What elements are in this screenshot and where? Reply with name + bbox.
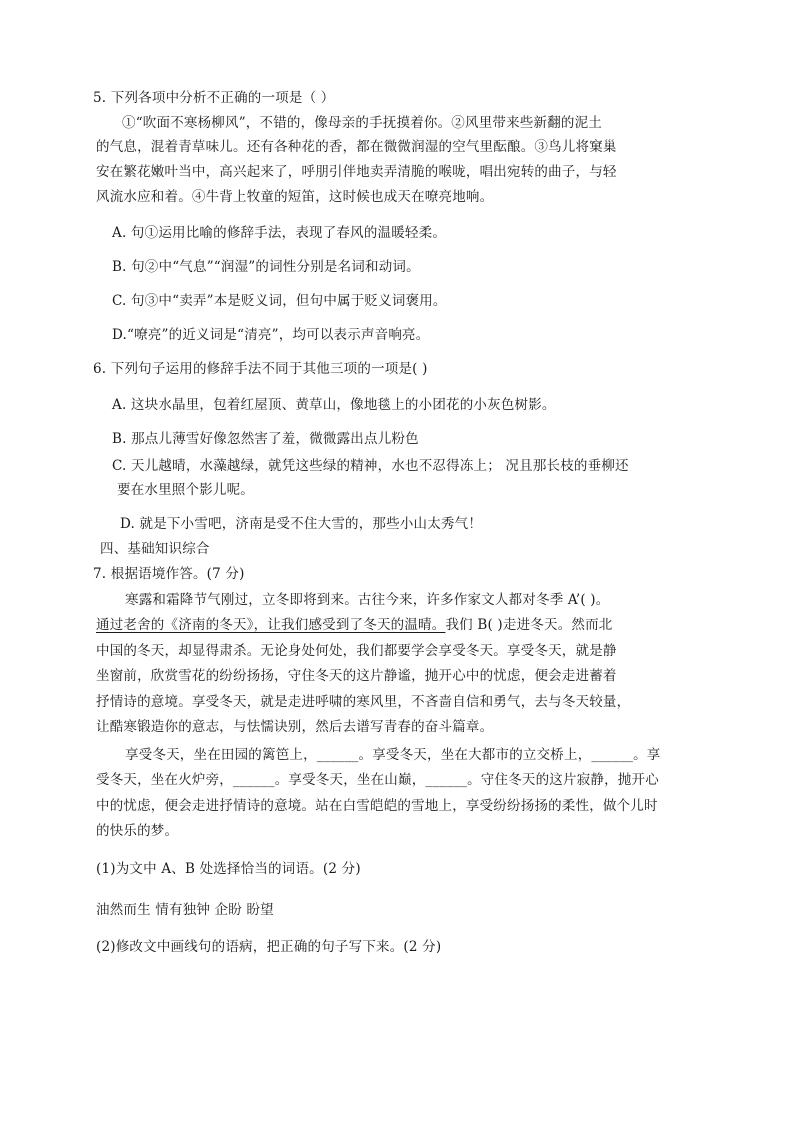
q5-passage-line-3: 安在繁花嫩叶当中，高兴起来了，呼朋引伴地卖弄清脆的喉咙，唱出宛转的曲子，与轻	[96, 164, 617, 180]
underlined-sentence: 通过老舍的《济南的冬天》，让我们感受到了冬天的温晴。	[96, 617, 446, 633]
q7-p1-line-4: 坐窗前，欣赏雪花的纷纷扬扬，守住冬天的这片静谧，抛开心中的忧虑，便会走进蓄着	[96, 668, 617, 684]
section-heading: 四、基础知识综合	[100, 541, 210, 557]
q7-p2-line-1: 享受冬天，坐在田园的篱笆上，______。享受冬天，坐在大都市的立交桥上，______。享	[125, 747, 661, 763]
q7-p2-line-3: 中的忧虑，便会走进抒情诗的意境。站在白雪皑皑的雪地上，享受纷纷扬扬的柔性，做个儿时	[96, 798, 658, 814]
q5-option-c: C. 句③中“卖弄”本是贬义词，但句中属于贬义词褒用。	[112, 293, 447, 309]
q7-sub-question-2: (2)修改文中画线句的语病，把正确的句子写下来。(2 分)	[96, 939, 442, 955]
q6-option-a: A. 这块水晶里，包着红屋顶、黄草山，像地毯上的小团花的小灰色树影。	[112, 397, 556, 413]
q7-p1-line-3: 中国的冬天，却显得肃杀。无论身处何处，我们都要学会享受冬天。享受冬天，就是静	[96, 643, 617, 659]
q6-option-b: B. 那点儿薄雪好像忽然害了羞，微微露出点儿粉色	[112, 431, 419, 447]
q6-option-c-line-2: 要在水里照个影儿呢。	[117, 482, 254, 498]
q7-sub-question-1: (1)为文中 A、B 处选择恰当的词语。(2 分)	[96, 861, 361, 877]
q7-p1-line-2	[96, 615, 613, 635]
q7-p1-line-2-rest: 我们 B( )走进冬天。然而北	[445, 617, 613, 633]
q7-stem: 7. 根据语境作答。(7 分)	[93, 566, 245, 582]
q5-option-d: D.“嘹亮”的近义词是“清亮”，均可以表示声音响亮。	[112, 327, 430, 343]
q5-passage-line-2: 的气息，混着青草味儿。还有各种花的香，都在微微润湿的空气里酝酿。③鸟儿将窠巢	[96, 139, 617, 155]
q7-p2-line-2: 受冬天，坐在火炉旁，______。享受冬天，坐在山巅，______。守住冬天的这片寂静，抛开心	[96, 772, 659, 788]
q7-p2-line-4: 的快乐的梦。	[96, 823, 179, 839]
q5-passage-line-1: ①“吹面不寒杨柳风”，不错的，像母亲的手抚摸着你。②风里带来些新翻的泥土	[122, 115, 603, 131]
q6-stem: 6. 下列句子运用的修辞手法不同于其他三项的一项是( )	[93, 361, 428, 377]
q7-p1-line-1: 寒露和霜降节气刚过，立冬即将到来。古往今来，许多作家文人都对冬季 A’( )。	[125, 592, 610, 608]
word-choices: 油然而生 情有独钟 企盼 盼望	[96, 902, 274, 918]
q6-option-c-line-1: C. 天儿越晴，水藻越绿，就凭这些绿的精神，水也不忍得冻上； 况且那长枝的垂柳还	[112, 458, 629, 474]
q5-stem: 5. 下列各项中分析不正确的一项是（ ）	[93, 90, 335, 106]
q5-passage-line-4: 风流水应和着。④牛背上牧童的短笛，这时候也成天在嘹亮地响。	[96, 189, 494, 205]
q5-option-b: B. 句②中“气息”“润湿”的词性分别是名词和动词。	[112, 259, 420, 275]
q5-option-a: A. 句①运用比喻的修辞手法，表现了春风的温暖轻柔。	[112, 225, 447, 241]
q7-p1-line-5: 抒情诗的意境。享受冬天，就是走进呼啸的寒风里，不吝啬自信和勇气，去与冬天较量，	[96, 694, 631, 710]
q7-p1-line-6: 让酷寒锻造你的意志，与怯懦诀别，然后去谱写青春的奋斗篇章。	[96, 719, 494, 735]
q6-option-d: D. 就是下小雪吧，济南是受不住大雪的，那些小山太秀气！	[120, 516, 483, 532]
